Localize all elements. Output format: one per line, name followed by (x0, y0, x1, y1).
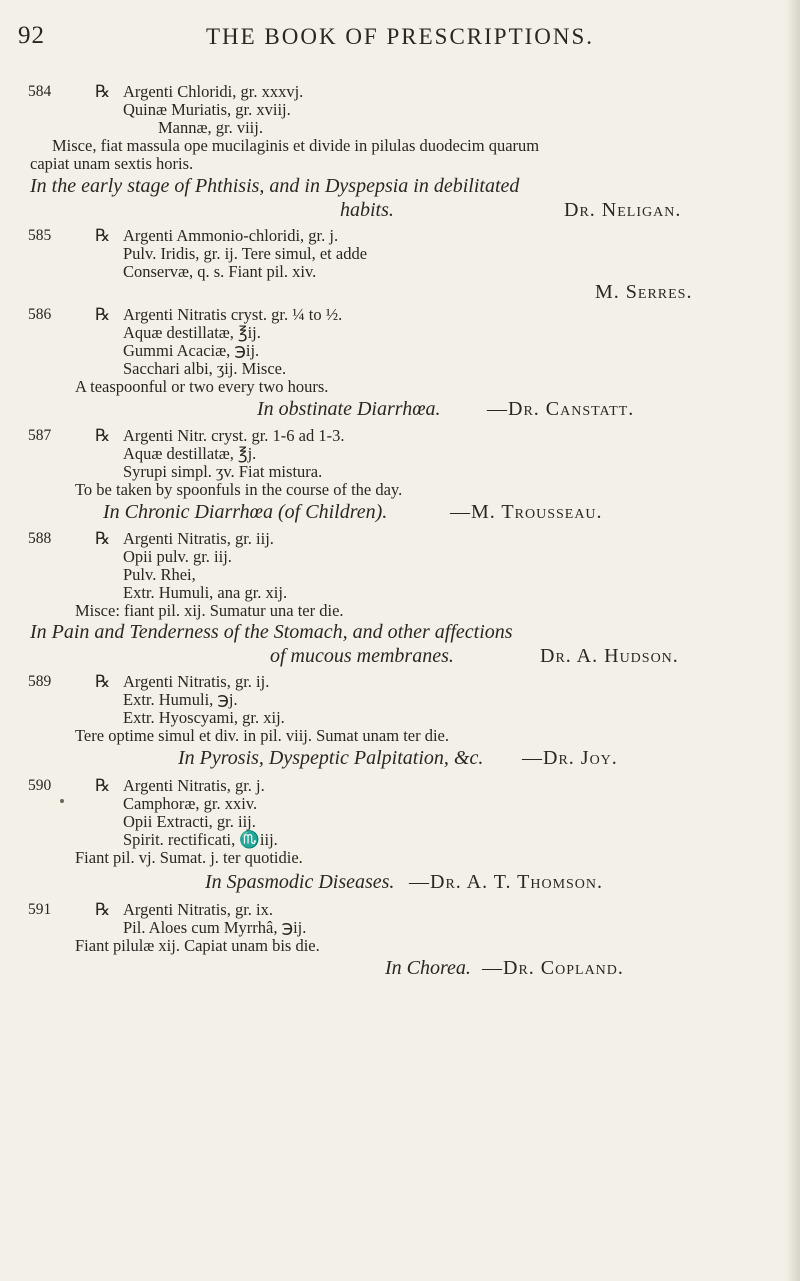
recipe-text: Argenti Nitratis, gr. j. (123, 776, 265, 795)
author-attribution: M. Serres. (595, 281, 693, 303)
recipe-line: Extr. Hyoscyami, gr. xij. (123, 708, 285, 727)
recipe-text: Argenti Ammonio-chloridi, gr. j. (123, 226, 339, 245)
recipe-text: Argenti Nitratis cryst. gr. ¼ to ½. (123, 305, 343, 324)
recipe-number: 589 (28, 673, 52, 690)
recipe-text: Argenti Nitratis, gr. ix. (123, 900, 274, 919)
rx-symbol: ℞ (95, 776, 111, 795)
recipe-line (95, 529, 274, 549)
section-heading: In obstinate Diarrhœa. (257, 398, 441, 420)
section-heading: In Pain and Tenderness of the Stomach, and other affections (30, 621, 513, 643)
recipe-number: 587 (28, 427, 52, 444)
recipe-number: 588 (28, 530, 52, 547)
author-attribution: Dr. Neligan. (564, 199, 682, 221)
recipe-line: Quinæ Muriatis, gr. xviij. (123, 100, 291, 119)
recipe-line: capiat unam sextis horis. (30, 154, 194, 173)
recipe-line (95, 82, 303, 102)
rx-symbol: ℞ (95, 226, 111, 245)
rx-symbol: ℞ (95, 672, 111, 691)
author-attribution: —Dr. A. T. Thomson. (409, 871, 604, 893)
recipe-line: Extr. Humuli, ℈j. (123, 690, 238, 709)
recipe-text: Argenti Nitratis, gr. iij. (123, 529, 274, 548)
recipe-line: Camphoræ, gr. xxiv. (123, 794, 258, 813)
section-heading: In Pyrosis, Dyspeptic Palpitation, &c. (178, 747, 484, 769)
ink-speck (60, 799, 64, 803)
running-title: THE BOOK OF PRESCRIPTIONS. (205, 24, 595, 49)
recipe-line (95, 305, 342, 325)
recipe-text: Argenti Nitr. cryst. gr. 1-6 ad 1-3. (123, 426, 345, 445)
recipe-number: 584 (28, 83, 52, 100)
section-heading: In Chorea. (385, 957, 471, 979)
recipe-line: Fiant pil. vj. Sumat. j. ter quotidie. (75, 848, 303, 867)
recipe-line: Extr. Humuli, ana gr. xij. (123, 583, 288, 602)
author-attribution: —M. Trousseau. (450, 501, 603, 523)
recipe-number: 591 (28, 901, 52, 918)
recipe-text: Argenti Nitratis, gr. ij. (123, 672, 270, 691)
recipe-number: 585 (28, 227, 52, 244)
recipe-line: To be taken by spoonfuls in the course of the day. (75, 480, 403, 499)
recipe-line: Gummi Acaciæ, ℈ij. (123, 341, 260, 360)
rx-symbol: ℞ (95, 305, 111, 324)
rx-symbol: ℞ (95, 529, 111, 548)
recipe-line (95, 426, 345, 446)
section-heading: In Chronic Diarrhœa (of Children). (103, 501, 388, 523)
recipe-line: Tere optime simul et div. in pil. viij. Sumat unam ter die. (75, 726, 450, 745)
rx-symbol: ℞ (95, 82, 111, 101)
rx-symbol: ℞ (95, 426, 111, 445)
section-heading: In Spasmodic Diseases. (205, 871, 395, 893)
author-attribution: —Dr. Canstatt. (487, 398, 635, 420)
recipe-text: Argenti Chloridi, gr. xxxvj. (123, 82, 304, 101)
page-edge-shadow (786, 0, 800, 1281)
recipe-line: Aquæ destillatæ, ℥j. (123, 444, 257, 463)
section-heading: In the early stage of Phthisis, and in Dyspepsia in debilitated (30, 175, 520, 197)
recipe-line: Opii pulv. gr. iij. (123, 547, 232, 566)
recipe-line: Misce, fiat massula ope mucilaginis et divide in pilulas duodecim quarum (52, 136, 540, 155)
recipe-line: Pulv. Rhei, (123, 565, 196, 584)
recipe-number: 586 (28, 306, 52, 323)
section-heading: habits. (340, 199, 394, 221)
recipe-line: Syrupi simpl. ʒv. Fiat mistura. (123, 462, 323, 481)
recipe-line: A teaspoonful or two every two hours. (75, 377, 329, 396)
recipe-number: 590 (28, 777, 52, 794)
recipe-line: Pulv. Iridis, gr. ij. Tere simul, et adde (123, 244, 368, 263)
page-number: 92 (18, 22, 45, 49)
author-attribution: —Dr. Joy. (522, 747, 618, 769)
rx-symbol: ℞ (95, 900, 111, 919)
recipe-line: Pil. Aloes cum Myrrhâ, ℈ij. (123, 918, 307, 937)
section-heading: of mucous membranes. (270, 645, 454, 667)
recipe-line: Conservæ, q. s. Fiant pil. xiv. (123, 262, 317, 281)
recipe-line (95, 900, 273, 920)
recipe-line: Opii Extracti, gr. iij. (123, 812, 256, 831)
recipe-line (95, 776, 265, 796)
recipe-line: Mannæ, gr. viij. (158, 118, 263, 137)
recipe-line: Spirit. rectificati, ♏iij. (123, 830, 278, 849)
author-attribution: Dr. A. Hudson. (540, 645, 679, 667)
author-attribution: —Dr. Copland. (482, 957, 624, 979)
recipe-line: Misce: fiant pil. xij. Sumatur una ter die. (75, 601, 344, 620)
recipe-line (95, 226, 338, 246)
recipe-line: Aquæ destillatæ, ℥ij. (123, 323, 261, 342)
recipe-line: Sacchari albi, ʒij. Misce. (123, 359, 287, 378)
recipe-line (95, 672, 269, 692)
recipe-line: Fiant pilulæ xij. Capiat unam bis die. (75, 936, 320, 955)
